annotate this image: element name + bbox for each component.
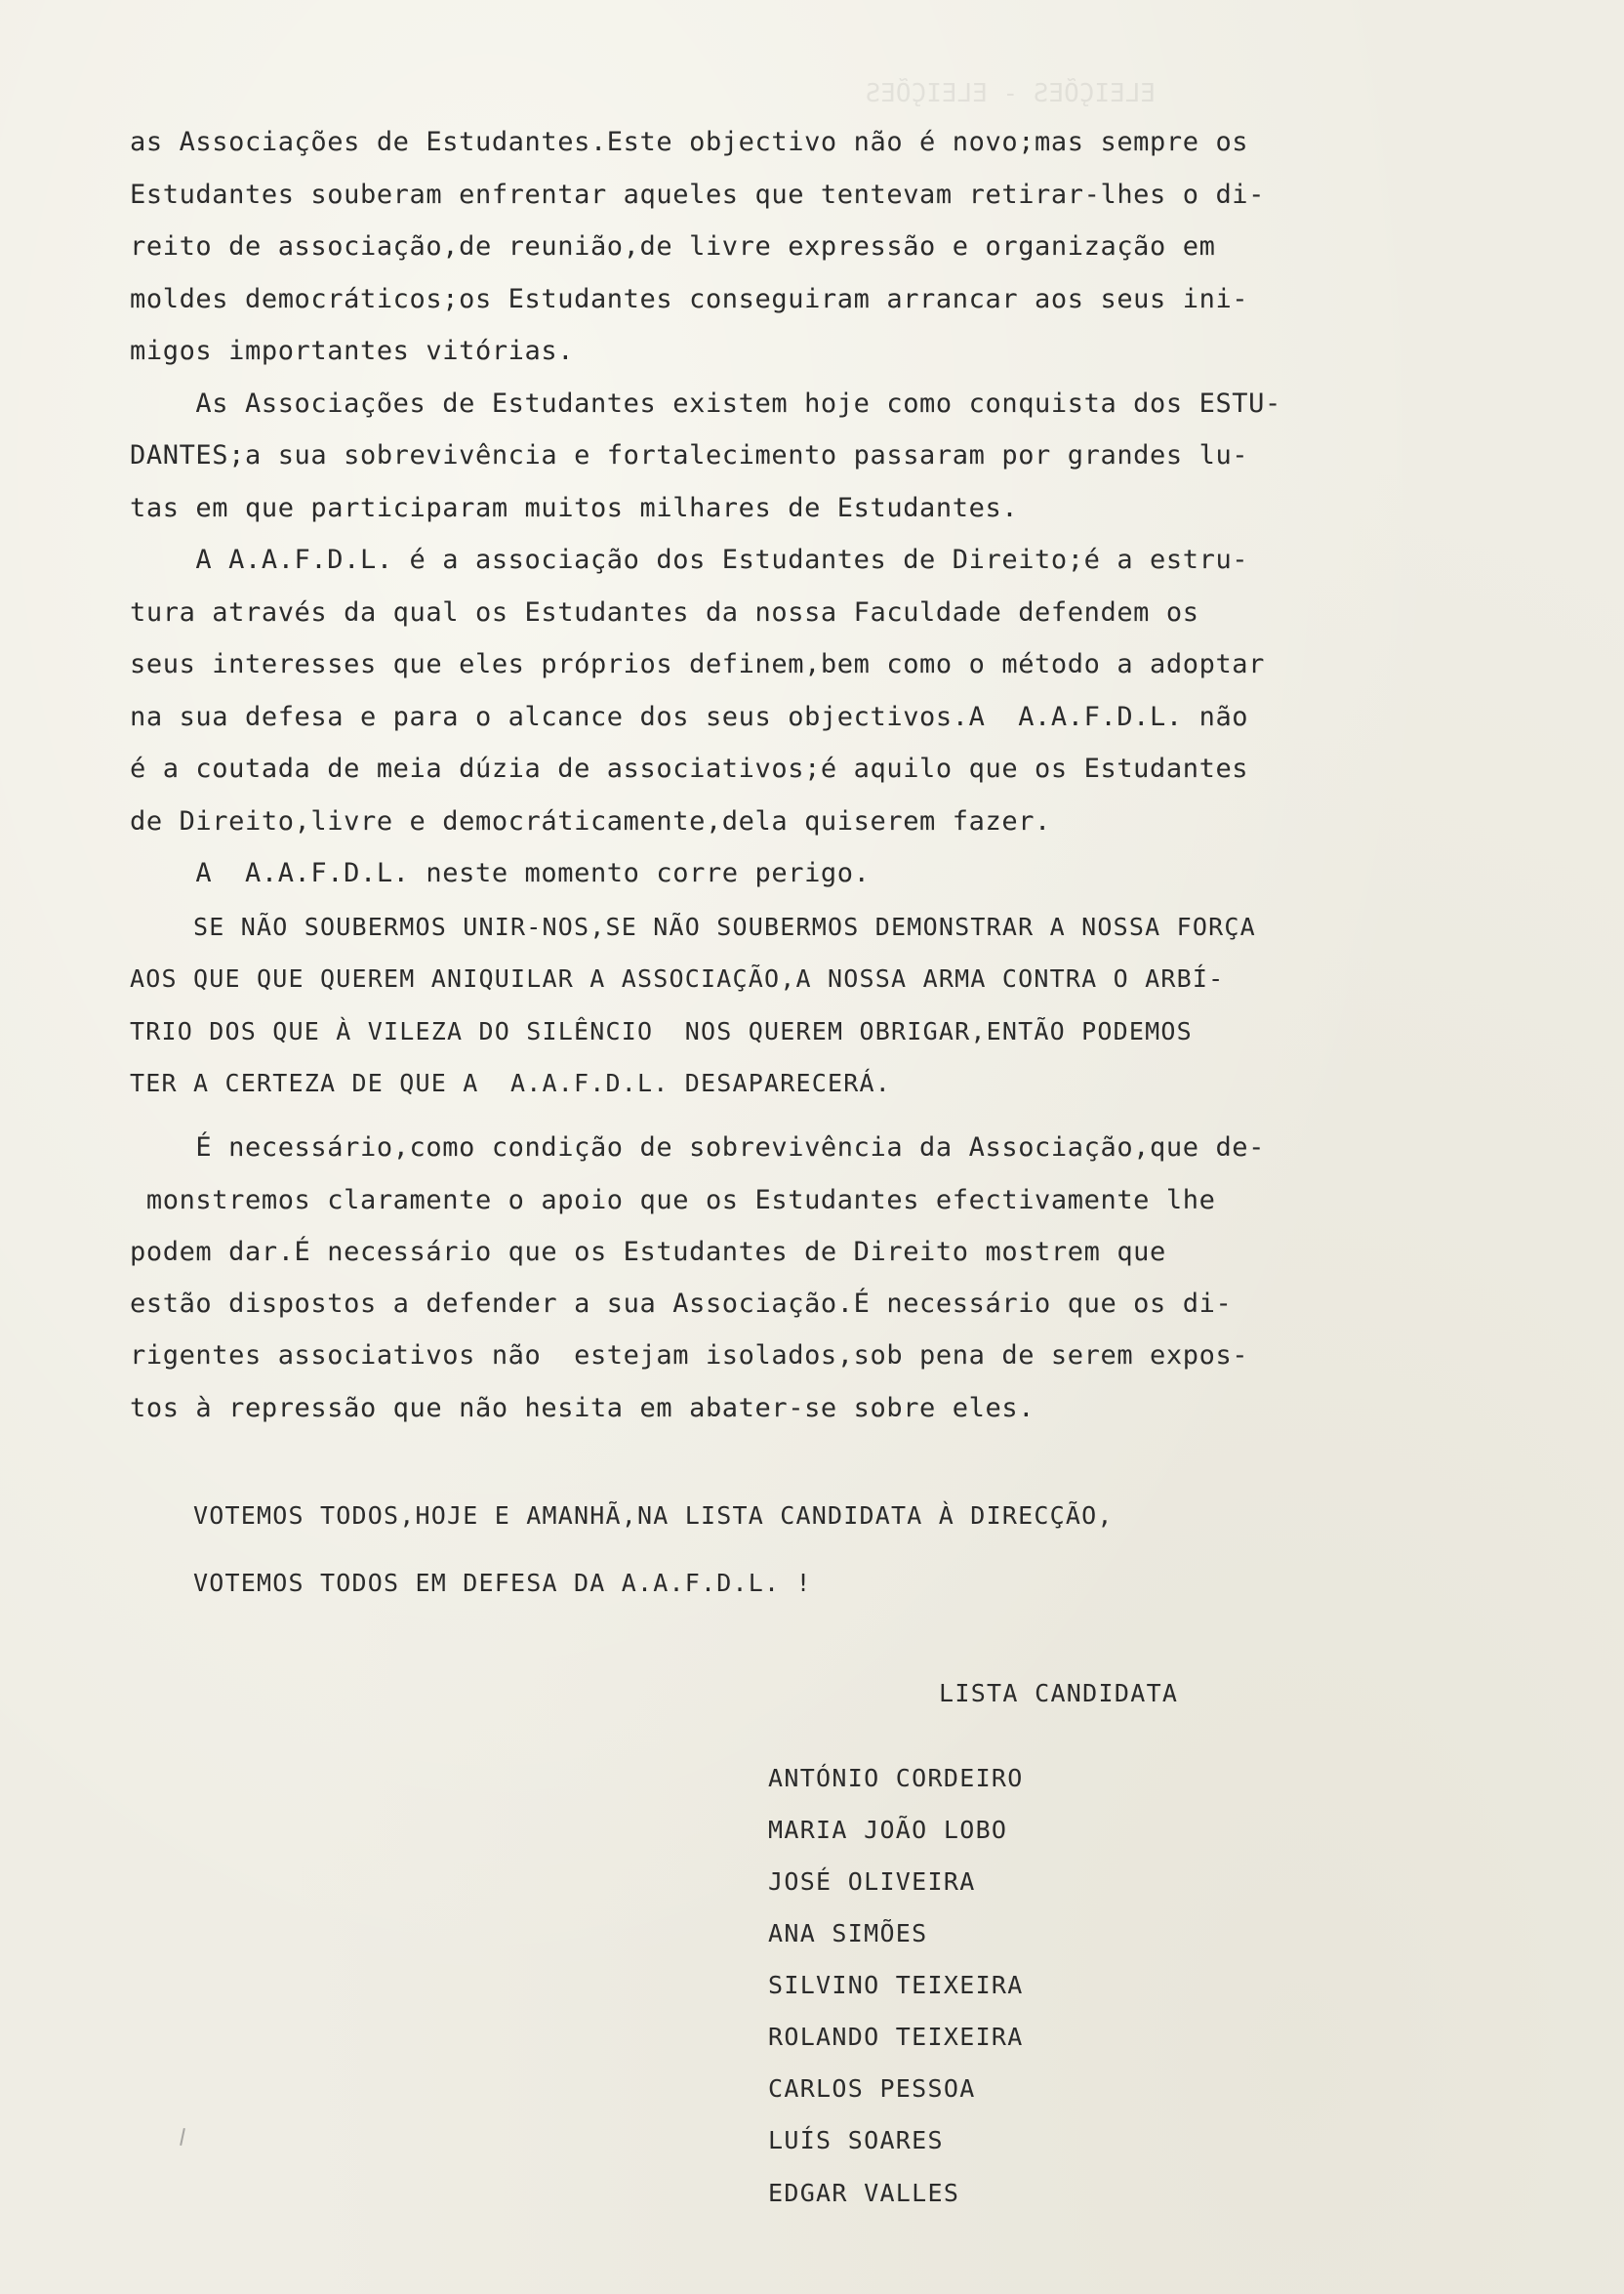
- warning-line: TRIO DOS QUE À VILEZA DO SILÊNCIO NOS QUEREM OBRIGAR,ENTÃO PODEMOS: [130, 1017, 1193, 1045]
- bleed-through-header: ELEIÇÕES - ELEIÇÕES: [865, 79, 1156, 108]
- body-line: rigentes associativos não estejam isolados,sob pena de serem expos-: [130, 1340, 1249, 1371]
- candidate-name: CARLOS PESSOA: [768, 2074, 976, 2103]
- body-line: monstremos claramente o apoio que os Estudantes efectivamente lhe: [130, 1185, 1216, 1215]
- appeal-line: VOTEMOS TODOS,HOJE E AMANHÃ,NA LISTA CANDIDATA À DIRECÇÃO,: [193, 1501, 1114, 1530]
- candidate-name: SILVINO TEIXEIRA: [768, 1971, 1024, 1999]
- body-line: é a coutada de meia dúzia de associativos;é aquilo que os Estudantes: [130, 754, 1249, 784]
- body-line: migos importantes vitórias.: [130, 336, 575, 366]
- body-line: DANTES;a sua sobrevivência e fortalecimento passaram por grandes lu-: [130, 440, 1249, 471]
- candidate-name: ANA SIMÕES: [768, 1919, 928, 1947]
- body-line: estão dispostos a defender a sua Associação.É necessário que os di-: [130, 1289, 1233, 1319]
- candidate-name: JOSÉ OLIVEIRA: [768, 1867, 976, 1896]
- candidate-list-title: LISTA CANDIDATA: [939, 1679, 1179, 1707]
- body-line: reito de associação,de reunião,de livre expressão e organização em: [130, 231, 1216, 262]
- candidate-name: EDGAR VALLES: [768, 2179, 960, 2207]
- body-line: moldes democráticos;os Estudantes conseguiram arrancar aos seus ini-: [130, 284, 1249, 314]
- body-line: As Associações de Estudantes existem hoje como conquista dos ESTU-: [130, 389, 1281, 419]
- candidate-name: ANTÓNIO CORDEIRO: [768, 1764, 1024, 1792]
- body-line: tos à repressão que não hesita em abater-se sobre eles.: [130, 1393, 1035, 1423]
- stray-pen-mark: [180, 2128, 185, 2146]
- body-line: de Direito,livre e democráticamente,dela quiserem fazer.: [130, 806, 1051, 837]
- body-line: tas em que participaram muitos milhares de Estudantes.: [130, 493, 1019, 523]
- warning-line: TER A CERTEZA DE QUE A A.A.F.D.L. DESAPARECERÁ.: [130, 1069, 892, 1097]
- candidate-name: MARIA JOÃO LOBO: [768, 1816, 1008, 1844]
- body-line: seus interesses que eles próprios definem,bem como o método a adoptar: [130, 649, 1266, 679]
- body-line: A A.A.F.D.L. é a associação dos Estudantes de Direito;é a estru-: [130, 545, 1249, 575]
- body-line: A A.A.F.D.L. neste momento corre perigo.: [130, 858, 871, 888]
- body-line: podem dar.É necessário que os Estudantes de Direito mostrem que: [130, 1237, 1166, 1267]
- candidate-name: LUÍS SOARES: [768, 2126, 944, 2154]
- body-line: Estudantes souberam enfrentar aqueles que tentevam retirar-lhes o di-: [130, 180, 1266, 210]
- body-line: É necessário,como condição de sobrevivência da Associação,que de-: [130, 1132, 1266, 1163]
- appeal-line: VOTEMOS TODOS EM DEFESA DA A.A.F.D.L. !: [193, 1569, 812, 1597]
- body-line: tura através da qual os Estudantes da nossa Faculdade defendem os: [130, 597, 1199, 628]
- body-line: na sua defesa e para o alcance dos seus objectivos.A A.A.F.D.L. não: [130, 702, 1249, 732]
- candidate-name: ROLANDO TEIXEIRA: [768, 2023, 1024, 2051]
- warning-line: SE NÃO SOUBERMOS UNIR-NOS,SE NÃO SOUBERMOS DEMONSTRAR A NOSSA FORÇA: [130, 913, 1256, 941]
- warning-line: AOS QUE QUE QUEREM ANIQUILAR A ASSOCIAÇÃO,A NOSSA ARMA CONTRA O ARBÍ-: [130, 964, 1225, 993]
- body-line: as Associações de Estudantes.Este objectivo não é novo;mas sempre os: [130, 127, 1249, 157]
